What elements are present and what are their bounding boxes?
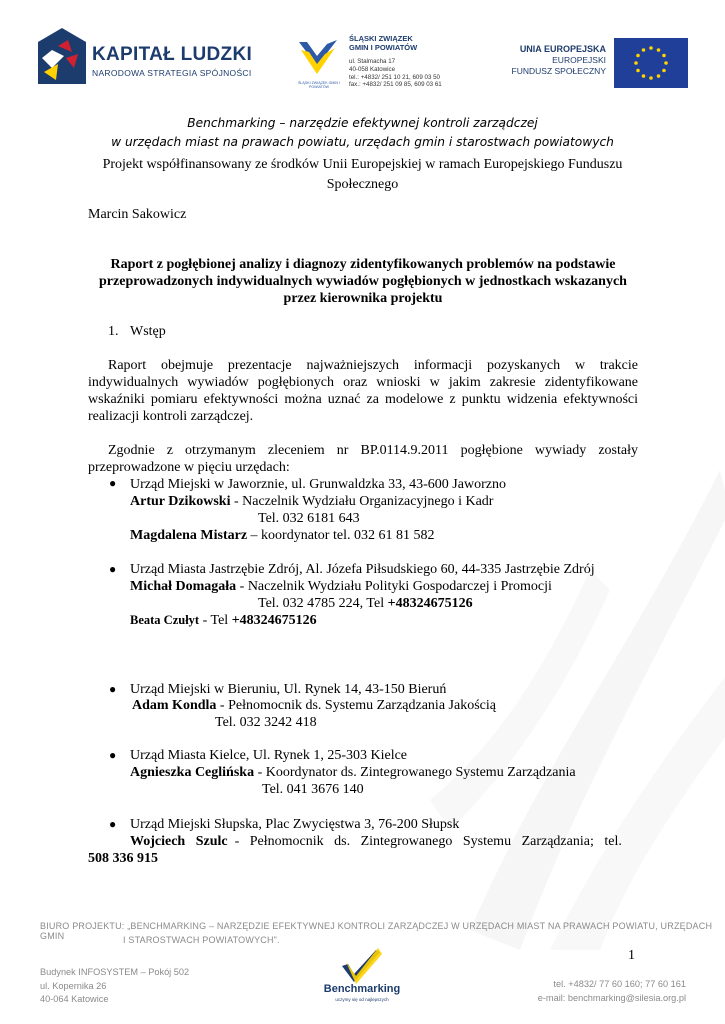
- person-phone: Tel. 041 3676 140: [262, 782, 364, 797]
- kapital-ludzki-subtitle: NARODOWA STRATEGIA SPÓJNOŚCI: [92, 68, 252, 78]
- contact-person: [130, 578, 552, 595]
- person-name: Agnieszka Ceglińska: [130, 765, 255, 780]
- person-role: - Pełnomocnik ds. Systemu Zarządzania Jakością: [216, 698, 496, 713]
- report-title-line-3: przez kierownika projektu: [283, 291, 443, 306]
- person-phone: 508 336 915: [88, 851, 158, 866]
- eu-star-icon: [664, 61, 668, 65]
- szgp-address-line: fax.: +4832/ 251 09 85, 609 03 61: [349, 81, 442, 89]
- person-name: Beata Czułyt: [130, 613, 200, 627]
- benchmarking-name: Benchmarking: [323, 983, 401, 995]
- eu-line-1: UNIA EUROPEJSKA: [519, 44, 606, 54]
- person-name: Magdalena Mistarz: [130, 528, 248, 543]
- eu-star-icon: [649, 76, 653, 80]
- eu-line-2: EUROPEJSKI: [552, 55, 606, 66]
- person-name: Adam Kondla: [132, 698, 217, 713]
- paragraph-line: wskaźniki pomiaru efektywności można uznać za modelowe z punktu widzenia efektywności: [88, 392, 638, 407]
- contact-person: [130, 493, 493, 510]
- report-title: [88, 256, 638, 307]
- intro-paragraph: [88, 357, 638, 425]
- footer-contact-line: e-mail: benchmarking@silesia.org.pl: [537, 992, 686, 1003]
- benchmarking-logo: [338, 948, 384, 986]
- person-role: – koordynator tel. 032 61 81 582: [247, 528, 435, 543]
- section-title: Wstęp: [130, 324, 166, 339]
- contact-person: [130, 612, 317, 629]
- szgp-address-line: 40-058 Katowice: [349, 65, 396, 73]
- bullet-icon: ●: [109, 682, 117, 696]
- eu-star-icon: [642, 48, 646, 52]
- phone-text: Tel. 032 4785 224, Tel: [258, 596, 388, 611]
- italic-title-line-1: Benchmarking – narzędzie efektywnej kontroli zarządczej: [187, 116, 538, 130]
- person-phone: Tel. 032 6181 643: [258, 511, 360, 526]
- contact-person: [130, 833, 638, 850]
- szgp-address-line: tel.: +4832/ 251 10 21, 609 03 50: [349, 73, 440, 81]
- office-name: Urząd Miejski w Bieruniu, Ul. Rynek 14, 43-150 Bieruń: [130, 682, 447, 697]
- kapital-ludzki-logo: [38, 28, 86, 84]
- project-line-2: Społecznego: [326, 177, 399, 193]
- project-funding-note: [80, 155, 645, 196]
- bullet-icon: ●: [109, 817, 117, 831]
- office-name: Urząd Miasta Jastrzębie Zdrój, Al. Józefa Piłsudskiego 60, 44-335 Jastrzębie Zdrój: [130, 562, 595, 577]
- szgp-name: [349, 34, 417, 52]
- benchmarking-tagline: uczymy się od najlepszych: [335, 997, 389, 1002]
- phone-number: +48324675126: [231, 613, 317, 628]
- paragraph-line: realizacji kontroli zarządczej.: [88, 409, 254, 424]
- eu-line-3: FUNDUSZ SPOŁECZNY: [511, 65, 606, 76]
- szgp-name-line-2: GMIN I POWIATÓW: [349, 43, 418, 52]
- bullet-icon: ●: [109, 476, 117, 490]
- eu-star-icon: [657, 74, 661, 78]
- bullet-icon: ●: [109, 748, 117, 762]
- page-number: 1: [628, 948, 635, 963]
- eu-flag-icon: [614, 38, 688, 88]
- person-phone: Tel. 032 3242 418: [215, 715, 317, 730]
- szgp-name-line-1: ŚLĄSKI ZWIĄZEK: [349, 34, 413, 43]
- phone-number: +48324675126: [387, 596, 473, 611]
- bullet-icon: ●: [109, 562, 117, 576]
- footer-address-line: 40-064 Katowice: [40, 994, 109, 1004]
- person-name: Artur Dzikowski: [130, 494, 231, 509]
- person-role: - Koordynator ds. Zintegrowanego Systemu Zarządzania: [254, 765, 576, 780]
- paragraph-line: przeprowadzone w pięciu urzędach:: [88, 460, 290, 475]
- document-italic-title: [60, 114, 665, 152]
- contact-person: [130, 527, 434, 544]
- footer-project-office-line-2: I STAROSTWACH POWIATOWYCH".: [123, 935, 280, 945]
- eu-star-icon: [649, 46, 653, 50]
- office-name: Urząd Miejski Słupska, Plac Zwycięstwa 3, 76-200 Słupsk: [130, 817, 460, 832]
- footer-address-line: Budynek INFOSYSTEM – Pokój 502: [40, 967, 190, 977]
- szgp-logo-caption: ŚLĄSKI ZWIĄZEK GMIN I POWIATÓW: [298, 81, 340, 89]
- eu-star-icon: [662, 54, 666, 58]
- person-role: - Tel: [199, 613, 232, 628]
- footer-contact-line: tel. +4832/ 77 60 160; 77 60 161: [553, 979, 686, 989]
- footer-address: [40, 966, 189, 1007]
- person-name: Michał Domagała: [130, 579, 237, 594]
- person-name: Wojciech Szulc: [130, 834, 228, 849]
- footer-contact: [480, 978, 686, 1005]
- section-number: 1.: [108, 324, 119, 339]
- contact-person: [132, 697, 496, 714]
- person-phone: [258, 595, 473, 612]
- eu-star-icon: [642, 74, 646, 78]
- person-role: - Naczelnik Wydziału Organizacyjnego i Kadr: [230, 494, 494, 509]
- footer-project-office-line-1: BIURO PROJEKTU: „BENCHMARKING – NARZĘDZIE EFEKTYWNEJ KONTROLI ZARZĄDCZEJ W URZĘDACH MIAST NA PRAWACH POWIATU, URZĘDACH GMIN: [40, 921, 713, 941]
- italic-title-line-2: w urzędach miast na prawach powiatu, urzędach gmin i starostwach powiatowych: [111, 134, 614, 149]
- paragraph-line: Zgodnie z otrzymanym zleceniem nr BP.0114.9.2011 pogłębione wywiady zostały: [108, 443, 638, 458]
- person-role: - Pełnomocnik ds. Zintegrowanego Systemu Zarządzania; tel.: [227, 834, 622, 849]
- office-name: Urząd Miasta Kielce, Ul. Rynek 1, 25-303 Kielce: [130, 748, 408, 763]
- report-title-line-2: przeprowadzonych indywidualnych wywiadów pogłębionych w jednostkach wskazanych: [99, 274, 627, 289]
- eu-star-icon: [636, 54, 640, 58]
- eu-star-icon: [657, 48, 661, 52]
- eu-star-icon: [636, 69, 640, 73]
- paragraph-line: indywidualnych wywiadów pogłębionych oraz wnioski w jakim zakresie zidentyfikowane: [88, 375, 638, 390]
- person-role: - Naczelnik Wydziału Polityki Gospodarczej i Promocji: [236, 579, 552, 594]
- kapital-ludzki-title: KAPITAŁ LUDZKI: [92, 44, 253, 65]
- footer-address-line: ul. Kopernika 26: [40, 980, 107, 991]
- office-name: Urząd Miejski w Jaworznie, ul. Grunwaldzka 33, 43-600 Jaworzno: [130, 477, 506, 492]
- eu-text: [500, 44, 606, 77]
- offices-intro-paragraph: [88, 442, 638, 476]
- author: Marcin Sakowicz: [88, 207, 187, 222]
- eu-star-icon: [634, 61, 638, 65]
- szgp-address-line: ul. Stalmacha 17: [349, 58, 396, 65]
- project-line-1: Projekt współfinansowany ze środków Unii Europejskiej w ramach Europejskiego Funduszu: [102, 157, 623, 172]
- paragraph-line: Raport obejmuje prezentacje najważniejszych informacji pozyskanych w trakcie: [108, 358, 638, 373]
- eu-star-icon: [662, 69, 666, 73]
- contact-person: [130, 764, 576, 781]
- report-title-line-1: Raport z pogłębionej analizy i diagnozy zidentyfikowanych problemów na podstawie: [110, 257, 616, 272]
- szgp-address: [349, 58, 442, 89]
